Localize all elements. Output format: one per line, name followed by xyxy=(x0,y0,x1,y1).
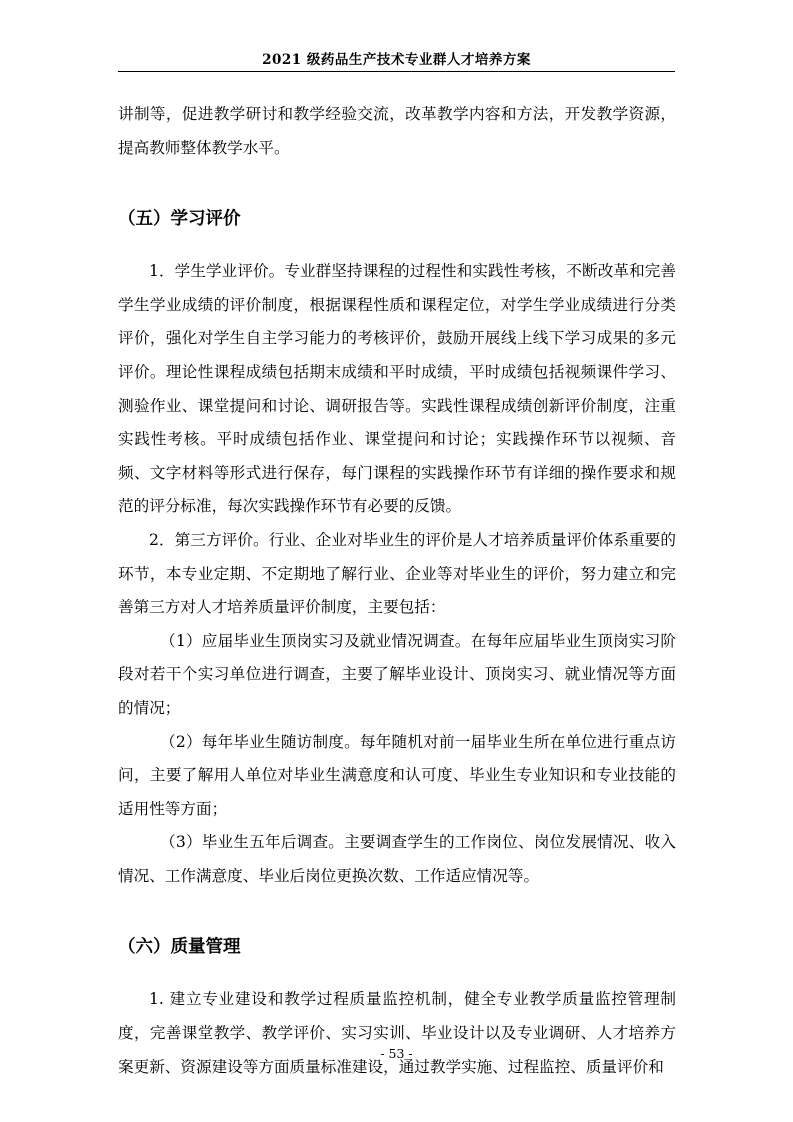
paragraph-graduate-followup: （2）每年毕业生随访制度。每年随机对前一届毕业生所在单位进行重点访问，主要了解用人单位对毕业生满意度和认可度、毕业生专业知识和专业技能的适用性等方面； xyxy=(118,732,676,818)
paragraph-student-evaluation: 1．学生学业评价。专业群坚持课程的过程性和实践性考核，不断改革和完善学生学业成绩的评价制度，根据课程性质和课程定位，对学生学业成绩进行分类评价，强化对学生自主学习能力的考核评价，鼓励开展线上线下学习成果的多元评价。理论性课程成绩包括期末成绩和平时成绩，平时成绩包括视频课件学习、测验作业、课堂提问和讨论、调研报告等。实践性课程成绩创新评价制度，注重实践性考核。平时成绩包括作业、课堂提问和讨论；实践操作环节以视频、音频、文字材料等形式进行保存，每门课程的实践操作环节有详细的操作要求和规范的评分标准，每次实践操作环节有必要的反馈。 xyxy=(118,262,676,516)
paragraph-five-year-survey: （3）毕业生五年后调查。主要调查学生的工作岗位、岗位发展情况、收入情况、工作满意度、毕业后岗位更换次数、工作适应情况等。 xyxy=(118,833,676,885)
continuation-paragraph: 讲制等，促进教学研讨和教学经验交流，改革教学内容和方法，开发教学资源，提高教师整体教学水平。 xyxy=(118,105,676,157)
page-content xyxy=(118,98,676,1084)
paragraph-internship-survey: （1）应届毕业生顶岗实习及就业情况调查。在每年应届毕业生顶岗实习阶段对若干个实习单位进行调查，主要了解毕业设计、顶岗实习、就业情况等方面的情况； xyxy=(118,631,676,717)
section-heading-learning-evaluation: （五）学习评价 xyxy=(118,209,241,230)
paragraph-third-party-evaluation: 2．第三方评价。行业、企业对毕业生的评价是人才培养质量评价体系重要的环节，本专业定期、不定期地了解行业、企业等对毕业生的评价，努力建立和完善第三方对人才培养质量评价制度，主要包括： xyxy=(118,530,676,617)
paragraph-quality-monitoring: 1. 建立专业建设和教学过程质量监控机制，健全专业教学质量监控管理制度，完善课堂教学、教学评价、实习实训、毕业设计以及专业调研、人才培养方案更新、资源建设等方面质量标准建设，通过教学实施、过程监控、质量评价和 xyxy=(118,990,676,1076)
running-header-title: 2021 级药品生产技术专业群人才培养方案 xyxy=(262,52,531,68)
header-divider xyxy=(118,71,675,72)
section-heading-quality-management: （六）质量管理 xyxy=(118,937,241,958)
page-number: - 53 - xyxy=(380,1046,413,1061)
